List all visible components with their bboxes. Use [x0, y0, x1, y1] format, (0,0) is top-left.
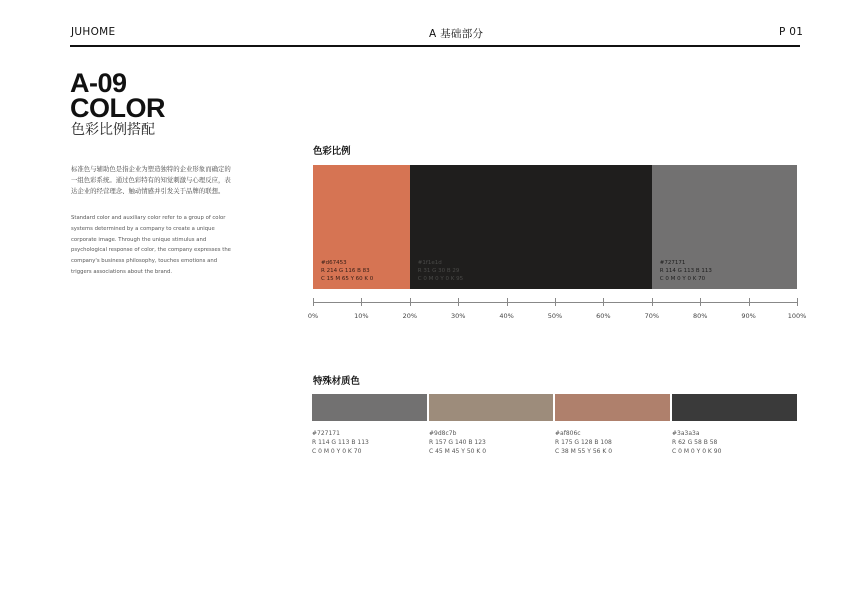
swatch-info [312, 429, 369, 456]
ratio-segment-gray [652, 165, 797, 289]
swatch-info [555, 429, 612, 456]
swatch-cmyk: C 0 M 0 Y 0 K 90 [672, 448, 722, 455]
ratio-segment-label [418, 259, 463, 283]
swatch-info [429, 429, 486, 456]
ratio-title: 色彩比例 [313, 146, 351, 157]
axis-tick [555, 298, 556, 306]
segment-cmyk: C 0 M 0 Y 0 K 95 [417, 276, 464, 282]
axis-tick [700, 298, 701, 306]
special-swatch-gray [312, 394, 427, 421]
axis-tick [603, 298, 604, 306]
axis-tick-label: 10% [354, 312, 369, 320]
axis-tick-label: 90% [741, 312, 756, 320]
axis-tick-label: 30% [450, 312, 466, 320]
special-swatch-dark [672, 394, 797, 421]
swatch-rgb: R 157 G 140 B 123 [429, 439, 486, 446]
brand-name: JUHOME [71, 26, 116, 38]
description-en: Standard color and auxiliary color refer to a group of color systems determined by a company to create a unique corporate image. Through the unique stimulus and psychological response of color, the company expresses the company's business philosophy, touches emotions and triggers associations about the brand. [71, 215, 231, 275]
axis-tick-label: 80% [692, 312, 708, 320]
axis-tick [458, 298, 459, 306]
special-swatch-taupe [429, 394, 553, 421]
description-zh: 标准色与辅助色是指企业为塑造独特的企业形象而确定的一组色彩系统。通过色彩特有的知觉刺激与心理反应，表达企业的经营理念、触动情感并引发关于品牌的联想。 [71, 165, 231, 195]
swatch-hex: #9d8c7b [429, 430, 457, 437]
swatch-rgb: R 114 G 113 B 113 [312, 439, 369, 446]
swatch-hex: #3a3a3a [672, 430, 700, 437]
segment-cmyk: C 0 M 0 Y 0 K 70 [659, 276, 706, 282]
special-swatch-copper [555, 394, 670, 421]
swatch-cmyk: C 0 M 0 Y 0 K 70 [312, 448, 362, 455]
swatch-rgb: R 175 G 128 B 108 [555, 439, 612, 446]
swatch-rgb: R 62 G 58 B 58 [672, 439, 718, 446]
ratio-segment-orange [313, 165, 410, 289]
axis-tick [313, 298, 314, 306]
segment-rgb: R 214 G 116 B 83 [321, 268, 370, 274]
swatch-cmyk: C 45 M 45 Y 50 K 0 [429, 448, 487, 455]
page-title: COLOR [70, 93, 165, 123]
axis-tick [410, 298, 411, 306]
axis-tick-label: 40% [499, 312, 514, 320]
axis-tick [652, 298, 653, 306]
page-number: P 01 [779, 26, 804, 38]
ratio-segment-label [321, 259, 373, 283]
segment-rgb: R 114 G 113 B 113 [659, 268, 712, 274]
ratio-segment-black [410, 165, 652, 289]
page-code: A-09 [70, 68, 127, 98]
segment-hex: #d67453 [321, 260, 347, 266]
axis-tick [361, 298, 362, 306]
ratio-segment-label [660, 259, 712, 283]
swatch-hex: #727171 [312, 430, 340, 437]
axis-tick-label: 70% [644, 312, 660, 320]
axis-tick-label: 60% [596, 312, 611, 320]
swatch-hex: #af806c [555, 430, 581, 437]
axis-tick-label: 0% [307, 312, 319, 320]
segment-hex: #1f1e1d [417, 260, 442, 266]
segment-hex: #727171 [659, 260, 686, 266]
axis-tick-label: 50% [547, 312, 563, 320]
special-colors-title: 特殊材质色 [313, 376, 360, 387]
axis-tick-label: 20% [402, 312, 418, 320]
segment-cmyk: C 15 M 65 Y 60 K 0 [321, 276, 374, 282]
swatch-cmyk: C 38 M 55 Y 56 K 0 [555, 448, 613, 455]
section-name: A 基础部分 [429, 28, 484, 40]
swatch-info [672, 429, 721, 456]
axis-tick [797, 298, 798, 306]
header-rule [70, 45, 800, 47]
axis-tick [749, 298, 750, 306]
page-subtitle: 色彩比例搭配 [71, 122, 155, 138]
axis-tick [507, 298, 508, 306]
segment-rgb: R 31 G 30 B 29 [417, 268, 460, 274]
axis-tick-label: 100% [787, 312, 807, 320]
